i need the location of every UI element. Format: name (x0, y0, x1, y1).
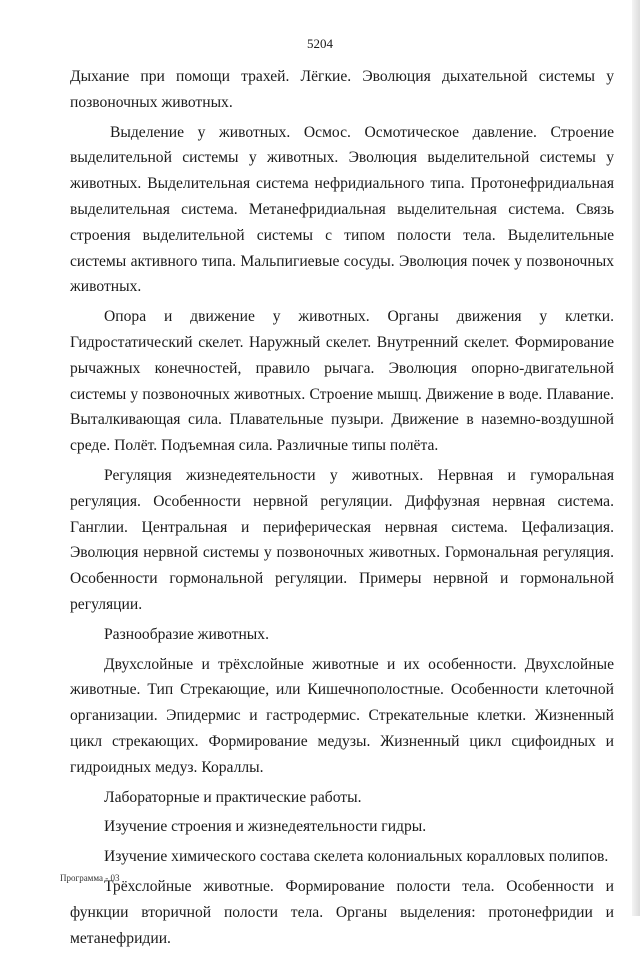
lab-work-hydra: Изучение строения и жизнедеятельности гидры. (104, 818, 427, 836)
paragraph-excretion: Выделение у животных. Осмос. Осмотическое давление. Строение выделительной системы у животных. Эволюция выделительной системы у животных. Выделительная система нефридиального типа. Протонефридиальная выделительная система. Метанефридиальная выделительная система. Связь строения выделительной системы с типом полости тела. Выделительные системы активного типа. Мальпигиевые сосуды. Эволюция почек у позвоночных животных. (70, 123, 614, 296)
lab-work-coral: Изучение химического состава скелета колониальных коралловых полипов. (104, 848, 609, 866)
page-number: 5204 (307, 36, 333, 51)
paragraph-regulation: Регуляция жизнедеятельности у животных. Нервная и гуморальная регуляция. Особенности нервной регуляции. Диффузная нервная система. Ганглии. Центральная и периферическая нервная система. Цефализация. Эволюция нервной системы у позвоночных животных. Гормональная регуляция. Особенности гормональной регуляции. Примеры нервной и гормональной регуляции. (70, 466, 614, 613)
paragraph-triploblastic: Трёхслойные животные. Формирование полости тела. Особенности и функции вторичной полости тела. Органы выделения: протонефридии и метанефридии. (70, 877, 614, 947)
page-edge-shadow (632, 0, 640, 916)
page-footer: Программа - 03 (60, 873, 120, 883)
paragraph-diploblastic: Двухслойные и трёхслойные животные и их особенности. Двухслойные животные. Тип Стрекающие, или Кишечнополостные. Особенности клеточной организации. Эпидермис и гастродермис. Стрекательные клетки. Жизненный цикл стрекающих. Формирование медузы. Жизненный цикл сцифоидных и гидроидных медуз. Кораллы. (70, 655, 614, 776)
paragraph-support-movement: Опора и движение у животных. Органы движения у клетки. Гидростатический скелет. Наружный скелет. Внутренний скелет. Формирование рычажных конечностей, правило рычага. Эволюция опорно-двигательной системы у позвоночных животных. Строение мышц. Движение в воде. Плавание. Выталкивающая сила. Плавательные пузыри. Движение в наземно-воздушной среде. Полёт. Подъемная сила. Различные типы полёта. (70, 308, 614, 455)
document-body (70, 64, 614, 955)
section-heading-lab-works: Лабораторные и практические работы. (104, 788, 362, 806)
paragraph-respiration: Дыхание при помощи трахей. Лёгкие. Эволюция дыхательной системы у позвоночных животных. (70, 68, 614, 111)
section-heading-diversity: Разнообразие животных. (104, 625, 269, 643)
